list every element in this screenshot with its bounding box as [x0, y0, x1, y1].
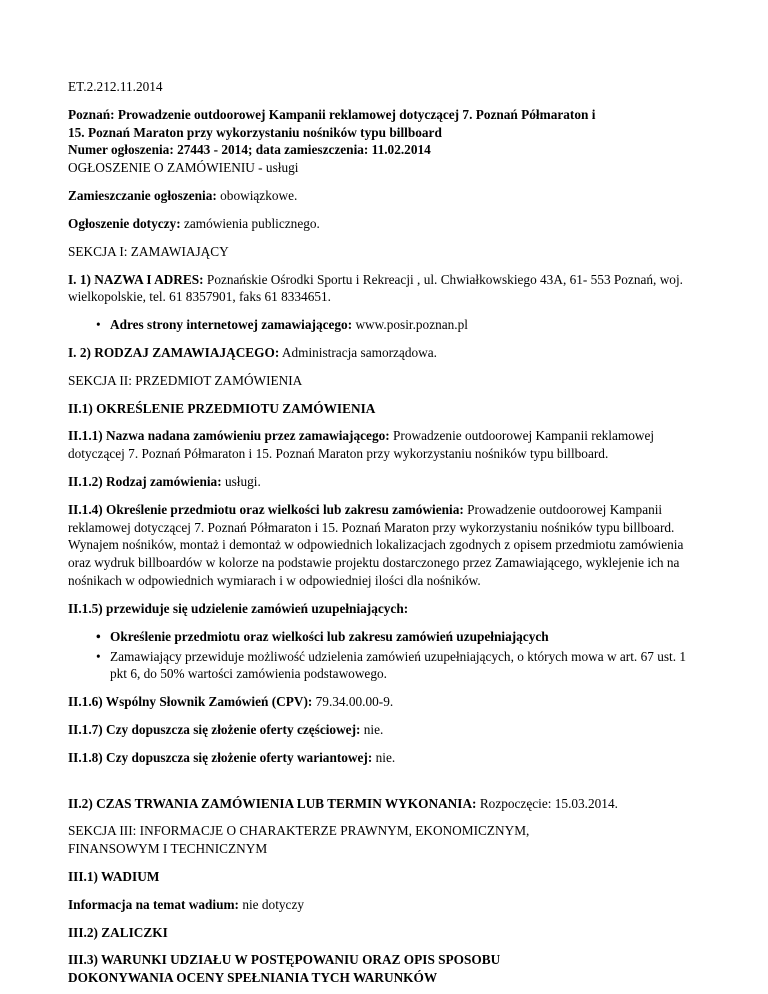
- publication-label: Zamieszczanie ogłoszenia:: [68, 188, 217, 204]
- iii1-info-label: Informacja na temat wadium:: [68, 896, 239, 912]
- ii14-value-line-6: odpowiednich wymiarach i w odpowiedniej ilości dla nośników.: [138, 573, 481, 589]
- ii11-row: [68, 427, 702, 463]
- reference-number: ET.2.212.11.2014: [68, 79, 163, 94]
- publication-row: [68, 187, 702, 205]
- ii11-value-line-3: typu billboard.: [529, 446, 609, 462]
- ii2-value-line-1: Rozpoczęcie:: [479, 795, 552, 811]
- ii15-bullet-list: [68, 628, 702, 683]
- iii1-info-row: [68, 896, 702, 914]
- document-title-line-2: 15. Poznań Maraton przy wykorzystaniu nośników typu billboard: [68, 124, 442, 140]
- ii11-value-line-1: Prowadzenie outdoorowej Kampanii: [393, 428, 588, 444]
- authority-type-label: I. 2) RODZAJ ZAMAWIAJĄCEGO:: [68, 344, 280, 360]
- iii1-info-value: nie dotyczy: [242, 896, 304, 912]
- contracting-authority-line-1: Poznańskie Ośrodki Sportu i Rekreacji , ul. Chwiałkowskiego 43A, 61-: [206, 271, 588, 287]
- contracting-authority-label: I. 1) NAZWA I ADRES:: [68, 271, 204, 287]
- ii18-value: nie.: [375, 749, 396, 765]
- ii14-value-line-5: podstawie projektu dostarczonego przez Zamawiającego, wyklejenie ich na nośnikach w: [68, 555, 680, 589]
- ii2-label: II.2) CZAS TRWANIA ZAMÓWIENIA LUB TERMIN WYKONANIA:: [68, 795, 477, 811]
- ii12-row: [68, 473, 702, 491]
- authority-type-row: [68, 344, 702, 362]
- ii11-label: II.1.1) Nazwa nadana zamówieniu przez zamawiającego:: [68, 428, 390, 444]
- ii11-value-line-2: reklamowej dotyczącej 7. Poznań Półmaraton i 15. Poznań Maraton przy wykorzystaniu nośników: [68, 428, 655, 462]
- section-iii-heading-line-1: SEKCJA III: INFORMACJE O CHARAKTERZE PRAWNYM, EKONOMICZNYM,: [68, 823, 530, 839]
- ii15-bullet2-line-1: Zamawiający przewiduje możliwość udzielenia zamówień uzupełniających, o których mowa: [110, 648, 604, 664]
- section-ii-heading: SEKCJA II: PRZEDMIOT ZAMÓWIENIA: [68, 372, 303, 388]
- iii3-heading-line-1: III.3) WARUNKI UDZIAŁU W POSTĘPOWANIU ORAZ OPIS SPOSOBU: [68, 952, 501, 968]
- ii14-row: [68, 501, 702, 590]
- ii14-value-line-1: Prowadzenie: [467, 501, 536, 517]
- ii17-label: II.1.7) Czy dopuszcza się złożenie oferty częściowej:: [68, 721, 361, 737]
- ii15-heading: II.1.5) przewiduje się udzielenie zamówień uzupełniających:: [68, 600, 409, 616]
- section-spacer: [68, 777, 702, 795]
- section-i-heading: SEKCJA I: ZAMAWIAJĄCY: [68, 243, 229, 259]
- list-item: [96, 316, 702, 334]
- authority-type-value: Administracja samorządowa.: [281, 344, 437, 360]
- iii3-heading-line-2: DOKONYWANIA OCENY SPEŁNIANIA TYCH WARUNKÓW: [68, 970, 438, 986]
- notice-type: OGŁOSZENIE O ZAMÓWIENIU - usługi: [68, 160, 299, 176]
- ii18-row: [68, 749, 702, 767]
- notice-number: Numer ogłoszenia: 27443 - 2014; data zamieszczenia: 11.02.2014: [68, 142, 431, 158]
- publication-value: obowiązkowe.: [220, 188, 298, 204]
- website-label: Adres strony internetowej zamawiającego:: [110, 317, 353, 333]
- ii14-value-line-4: lokalizacjach zgodnych z opisem przedmiotu zamówienia oraz wydruk billboardów w kolorze na: [68, 537, 684, 571]
- concerns-row: [68, 215, 702, 233]
- ii12-value: usługi.: [224, 474, 261, 489]
- ii15-bullet2-line-2: w art. 67 ust. 1 pkt 6, do 50% wartości zamówienia podstawowego.: [110, 648, 687, 682]
- website-value: www.posir.poznan.pl: [355, 317, 468, 333]
- ii17-value: nie.: [363, 721, 384, 737]
- ii18-label: II.1.8) Czy dopuszcza się złożenie oferty wariantowej:: [68, 749, 373, 765]
- concerns-value: zamówienia publicznego.: [183, 215, 320, 231]
- subsection-ii1-heading: II.1) OKREŚLENIE PRZEDMIOTU ZAMÓWIENIA: [68, 400, 376, 416]
- website-bullet-list: [68, 316, 702, 334]
- iii1-heading: III.1) WADIUM: [68, 869, 160, 884]
- ii14-value-line-3: wykorzystaniu nośników typu billboard. Wynajem nośników, montaż i demontaż w odpowiednich: [68, 519, 675, 553]
- ii14-value-line-2: outdoorowej Kampanii reklamowej dotyczącej 7. Poznań Półmaraton i 15. Poznań Maraton przy: [68, 501, 663, 535]
- ii14-label: II.1.4) Określenie przedmiotu oraz wielkości lub zakresu zamówienia:: [68, 501, 464, 517]
- ii2-row: [68, 795, 702, 813]
- contracting-authority: [68, 271, 702, 307]
- ii12-label: II.1.2) Rodzaj zamówienia:: [68, 474, 222, 489]
- ii2-value-line-2: 15.03.2014.: [554, 795, 618, 811]
- contracting-authority-line-2: 553 Poznań, woj. wielkopolskie, tel. 61 8357901, faks 61 8334651.: [68, 271, 683, 305]
- section-iii-heading-line-2: FINANSOWYM I TECHNICZNYM: [68, 841, 268, 857]
- ii17-row: [68, 721, 702, 739]
- ii16-row: [68, 693, 702, 711]
- ii16-label: II.1.6) Wspólny Słownik Zamówień (CPV):: [68, 694, 313, 710]
- document-body: [68, 78, 702, 987]
- concerns-label: Ogłoszenie dotyczy:: [68, 215, 181, 231]
- list-item: [96, 648, 702, 684]
- list-item: • Określenie przedmiotu oraz wielkości lub zakresu zamówień uzupełniających: [96, 628, 702, 646]
- ii16-value: 79.34.00.00-9.: [315, 694, 394, 710]
- document-title-line-1: Poznań: Prowadzenie outdoorowej Kampanii reklamowej dotyczącej 7. Poznań Półmaraton i: [68, 106, 596, 122]
- iii2-heading: III.2) ZALICZKI: [68, 924, 168, 940]
